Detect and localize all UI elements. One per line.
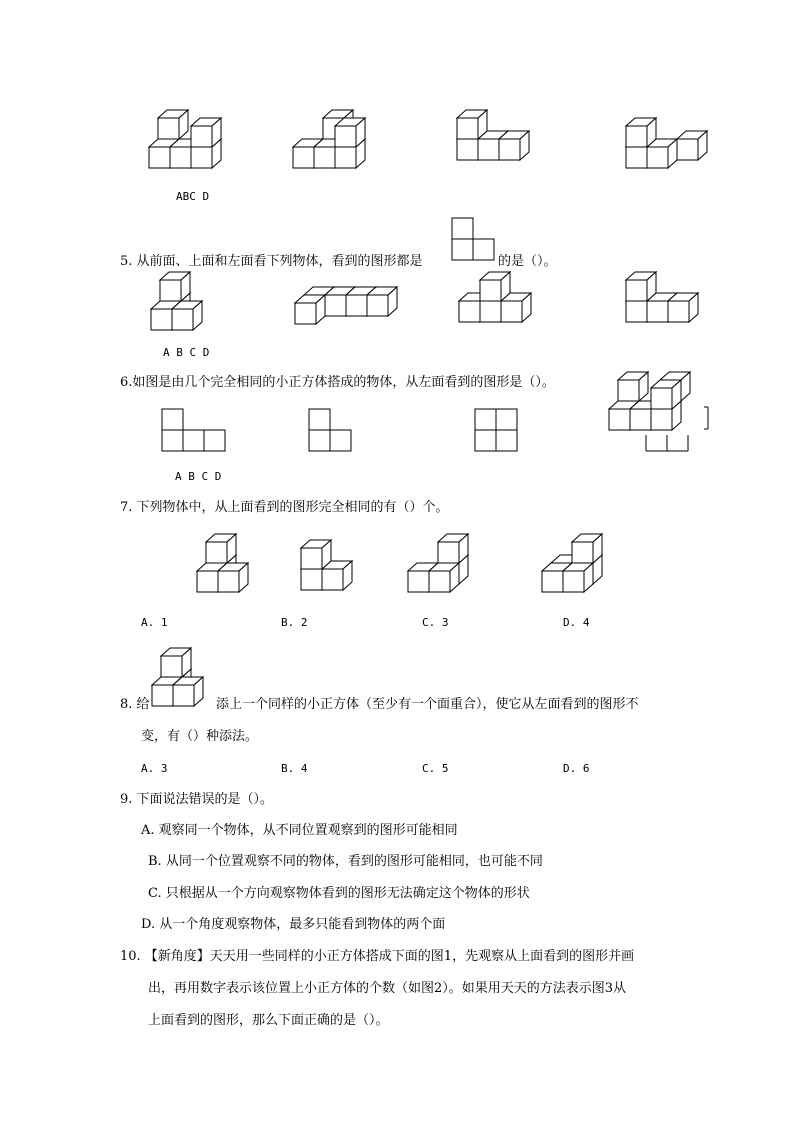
q10-line-3: 上面看到的图形，那么下面正确的是（）。 [148, 1013, 389, 1028]
q7-figure-1 [196, 532, 296, 602]
q7-figure-2 [300, 538, 400, 608]
q8-option-d: D. 6 [563, 762, 590, 775]
cube [172, 301, 202, 330]
cube [295, 295, 325, 324]
cube [572, 534, 602, 563]
cube [480, 272, 510, 301]
cube [668, 293, 698, 322]
q7-option-a: A. 1 [141, 616, 168, 629]
cube [160, 272, 190, 301]
q4-figure-a [148, 108, 248, 178]
cube [158, 110, 188, 139]
cube [173, 677, 203, 706]
q8-text-line2: 变，有（）种添法。 [141, 729, 259, 744]
cube [626, 272, 656, 301]
q6-option-c-figure [474, 408, 524, 458]
q4-figure-c [456, 108, 556, 178]
q4-figure-b [292, 108, 392, 178]
cube [161, 648, 191, 677]
cube [367, 287, 397, 316]
q9-option-d: D. 从一个角度观察物体，最多只能看到物体的两个面 [141, 917, 446, 932]
q6-text: 6.如图是由几个完全相同的小正方体搭成的物体，从左面看到的图形是（）。 [120, 375, 555, 390]
q6-option-b-figure [308, 408, 358, 458]
cube [438, 534, 468, 563]
q7-option-c: C. 3 [422, 616, 449, 629]
cube [677, 131, 707, 160]
q5-text-before: 5. 从前面、上面和左面看下列物体，看到的图形都是 [120, 254, 423, 269]
q8-text-after: 添上一个同样的小正方体（至少有一个面重合），使它从左面看到的图形不 [216, 697, 639, 712]
q9-text: 9. 下面说法错误的是（）。 [120, 792, 274, 807]
q10-line-2: 出，再用数字表示该位置上小正方体的个数（如图2）。如果用天天的方法表示图3从 [148, 981, 627, 996]
q7-option-d: D. 4 [563, 616, 590, 629]
q7-text: 7. 下列物体中，从上面看到的图形完全相同的有（）个。 [120, 500, 449, 515]
q7-figure-4 [541, 532, 641, 602]
cube [191, 118, 221, 147]
q10-line-1: 10. 【新角度】天天用一些同样的小正方体搭成下面的图1，先观察从上面看到的图形并画 [120, 949, 635, 964]
q5-figure-d [625, 270, 725, 340]
q8-option-b: B. 4 [281, 762, 308, 775]
q7-option-b: B. 2 [281, 616, 308, 629]
q9-option-a: A. 观察同一个物体，从不同位置观察到的图形可能相同 [141, 823, 458, 838]
q8-option-a: A. 3 [141, 762, 168, 775]
q5-figure-c [458, 270, 558, 340]
q8-option-c: C. 5 [422, 762, 449, 775]
cube [218, 563, 248, 592]
cube [457, 110, 487, 139]
q9-option-b: B. 从同一个位置观察不同的物体，看到的图形可能相同，也可能不同 [148, 854, 543, 869]
q4-choice-labels: ABC D [176, 190, 210, 203]
q4-figure-d [625, 108, 725, 178]
q6-option-a-figure [161, 408, 231, 458]
q6-bracket-marks [640, 405, 750, 465]
cube [563, 563, 593, 592]
cube [499, 131, 529, 160]
cube [301, 540, 331, 569]
q8-text-before: 8. 给 [120, 697, 150, 712]
cube [335, 118, 365, 147]
cube [618, 372, 648, 401]
q5-reference-figure [451, 217, 501, 267]
cube [429, 563, 459, 592]
q9-option-c: C. 只根据从一个方向观察物体看到的图形无法确定这个物体的形状 [148, 886, 530, 901]
q5-choice-labels: A B C D [163, 346, 210, 359]
q5-figure-b [294, 285, 414, 355]
q6-choice-labels: A B C D [175, 470, 222, 483]
q5-figure-a [150, 270, 250, 340]
cube [206, 534, 236, 563]
q7-figure-3 [407, 532, 507, 602]
q5-text-after: 的是（）。 [498, 254, 557, 269]
cube [626, 118, 656, 147]
